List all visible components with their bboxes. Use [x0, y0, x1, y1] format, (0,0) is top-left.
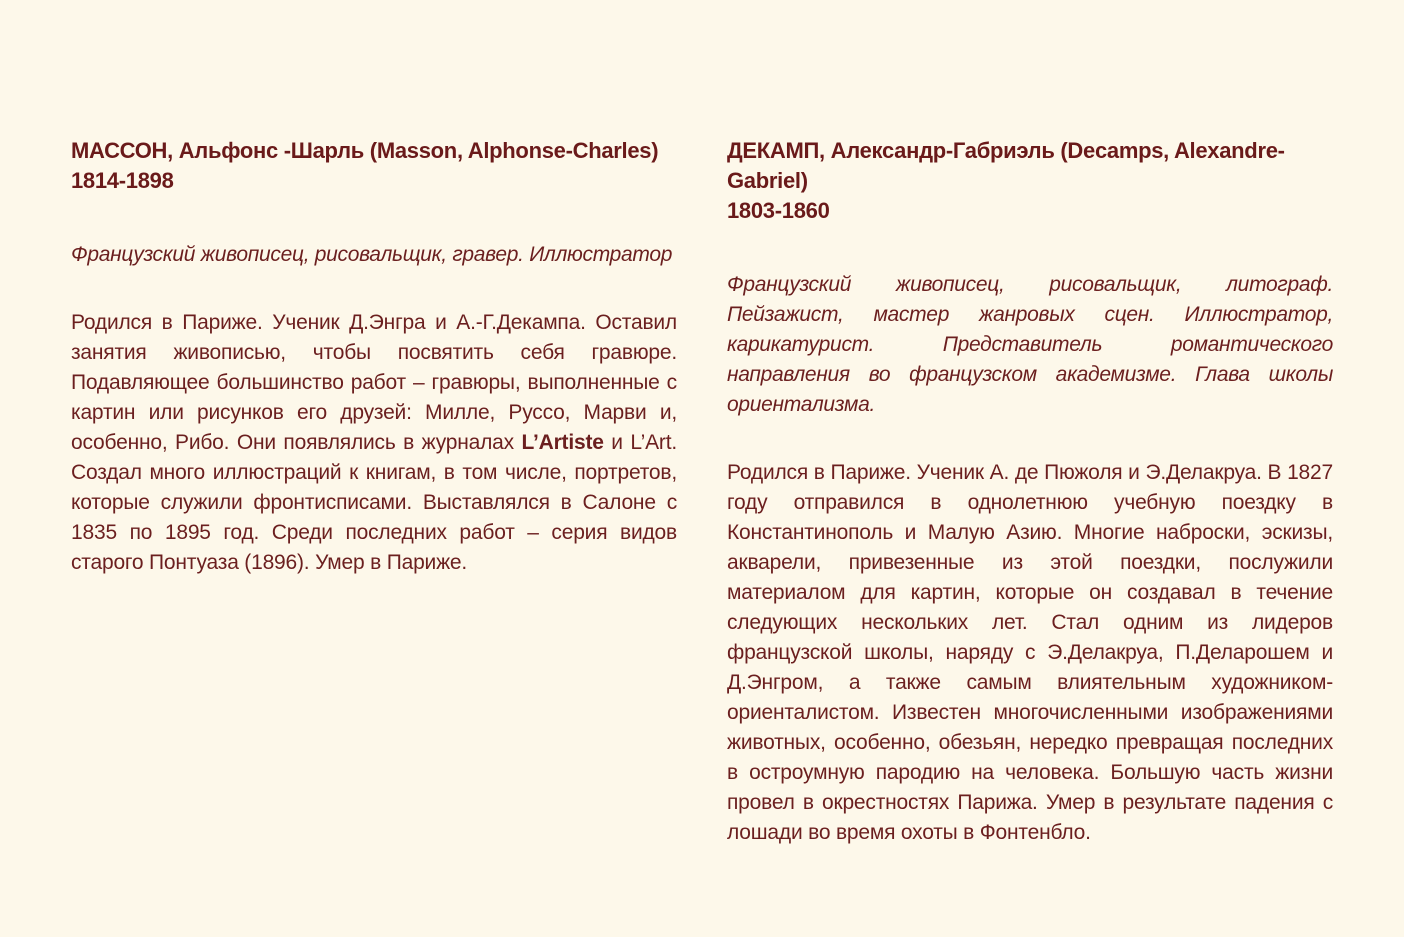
- bio-text-part2: и L’Art. Создал много иллюстраций к книгам, в том числе, портретов, которые служили фронтисписами. Выставлялся в Салоне с 1835 по 1895 год. Среди последних работ – серия видов старого Понтуаза (1896). Умер в Париже.: [71, 431, 677, 574]
- artist-description: Французский живописец, рисовальщик, гравер. Иллюстратор: [71, 243, 673, 266]
- article-heading: [727, 136, 1333, 226]
- artist-name: ДЕКАМП, Александр-Габриэль (Decamps, Alexandre-Gabriel): [727, 138, 1285, 193]
- artist-description: Французский живописец, рисовальщик, литограф. Пейзажист, мастер жанровых сцен. Иллюстратор, карикатурист. Представитель романтического направления во французском академизме. Глава школы ориентализма.: [727, 273, 1333, 416]
- article-decamps: [727, 136, 1333, 848]
- journal-name-emphasis: L’Artiste: [521, 431, 604, 454]
- artist-dates: 1803-1860: [727, 198, 830, 223]
- artist-name: МАССОН, Альфонс -Шарль (Masson, Alphonse-Charles): [71, 138, 659, 163]
- article-masson: [71, 136, 677, 578]
- artist-dates: 1814-1898: [71, 168, 174, 193]
- artist-biography: Родился в Париже. Ученик А. де Пюжоля и Э.Делакруа. В 1827 году отправился в однолетнюю учебную поездку в Константинополь и Малую Азию. Многие наброски, эскизы, акварели, привезенные из этой поездки, послужили материалом для картин, которые он создавал в течение следующих нескольких лет. Стал одним из лидеров французской школы, наряду с Э.Делакруа, П.Деларошем и Д.Энгром, а также самым влиятельным художником-ориенталистом. Известен многочисленными изображениями животных, особенно, обезьян, нередко превращая последних в остроумную пародию на человека. Большую часть жизни провел в окрестностях Парижа. Умер в результате падения с лошади во время охоты в Фонтенбло.: [727, 461, 1333, 844]
- bio-text-part1: Родился в Париже. Ученик Д.Энгра и А.-Г.Декампа. Оставил занятия живописью, чтобы посвятить себя гравюре. Подавляющее большинство работ – гравюры, выполненные с картин или рисунков его друзей: Милле, Руссо, Марви и, особенно, Рибо. Они появлялись в журналах: [71, 311, 677, 454]
- article-heading: [71, 136, 677, 196]
- artist-biography: [71, 308, 677, 578]
